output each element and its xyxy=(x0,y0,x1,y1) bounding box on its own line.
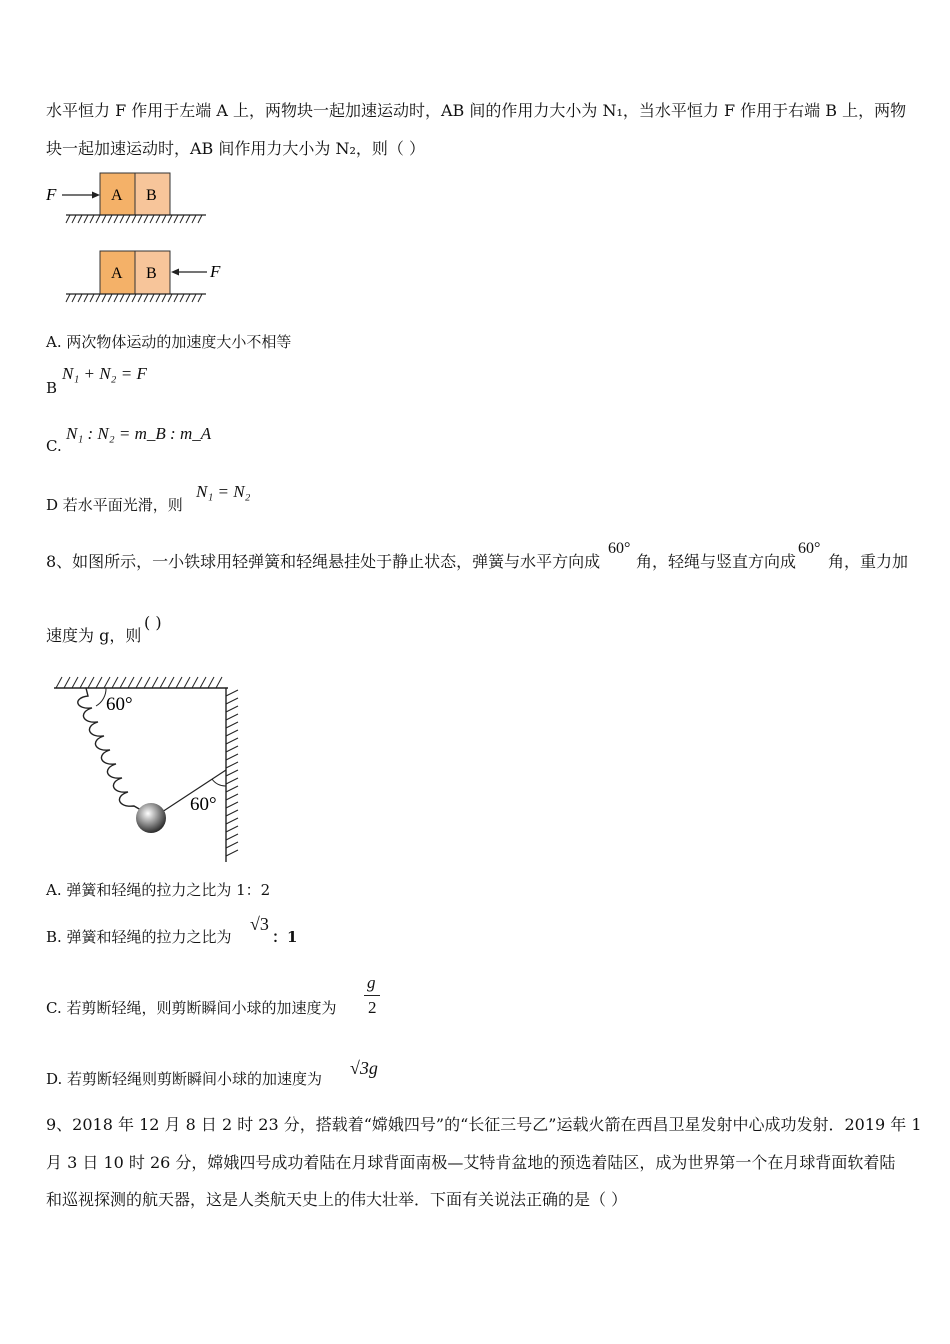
ground-hatch-top xyxy=(66,215,202,223)
q8-text-line1a: 8、如图所示，一小铁球用轻弹簧和轻绳悬挂处于静止状态，弹簧与水平方向成 xyxy=(46,552,601,571)
q7-option-b-prefix: B xyxy=(46,379,58,397)
q8-answer-paren: ( ) xyxy=(144,613,162,632)
fraction-bar xyxy=(364,995,380,996)
q8-angle1: 60° xyxy=(608,540,631,557)
q8-text-line2: 速度为 g，则 xyxy=(46,626,142,645)
q7-text-line1: 水平恒力 F 作用于左端 A 上，两物块一起加速运动时，AB 间的作用力大小为 N₁，当水平恒力 F 作用于右端 B 上，两物 xyxy=(46,101,907,120)
block-b-label-bottom: B xyxy=(146,265,157,282)
q9-text-line2: 月 3 日 10 时 26 分，嫦娥四号成功着陆在月球背面南极—艾特肯盆地的预选着陆区，成为世界第一个在月球背面软着陆 xyxy=(46,1153,896,1172)
q8-option-c-prefix: C. 若剪断轻绳，则剪断瞬间小球的加速度为 xyxy=(46,999,337,1017)
q7-option-d-prefix: D 若水平面光滑，则 xyxy=(46,496,183,514)
q8-option-b-suffix: ：1 xyxy=(272,928,298,946)
q9-text-line3: 和巡视探测的航天器，这是人类航天史上的伟大壮举．下面有关说法正确的是（ ） xyxy=(46,1190,628,1209)
spring-angle-label: 60° xyxy=(106,694,133,715)
ceiling-hatch xyxy=(56,677,222,688)
q8-option-d-prefix: D. 若剪断轻绳则剪断瞬间小球的加速度为 xyxy=(46,1070,323,1088)
q8-option-c-numerator: g xyxy=(367,973,376,992)
force-label-top: F xyxy=(46,185,57,204)
q7-option-a: A. 两次物体运动的加速度大小不相等 xyxy=(46,333,292,351)
q8-option-b-prefix: B. 弹簧和轻绳的拉力之比为 xyxy=(46,928,232,946)
q8-angle2: 60° xyxy=(798,540,821,557)
block-b-label-top: B xyxy=(146,187,157,204)
q7-figure-bottom xyxy=(66,251,221,302)
spring-angle-arc xyxy=(96,688,106,706)
iron-ball xyxy=(136,803,166,833)
q8-text-line1b: 角，轻绳与竖直方向成 xyxy=(636,552,797,571)
q8-option-b-math: √3 xyxy=(250,914,269,934)
q8-option-d-math: √3g xyxy=(350,1058,378,1078)
q7-option-c-prefix: C. xyxy=(46,437,62,455)
force-label-bottom: F xyxy=(210,262,221,281)
arrow-right-icon xyxy=(92,192,100,199)
block-a-label-bottom: A xyxy=(111,265,123,282)
block-a-label-top: A xyxy=(111,187,123,204)
wall-hatch xyxy=(226,690,238,856)
q8-text-line1c: 角，重力加 xyxy=(828,552,909,571)
q8-option-a: A. 弹簧和轻绳的拉力之比为 1：2 xyxy=(46,881,271,899)
q7-option-d-math: N₁ = N₂ xyxy=(196,482,251,501)
q7-figure xyxy=(40,168,240,308)
q8-figure xyxy=(48,672,244,868)
q7-figure-top xyxy=(45,173,206,223)
q7-text-line2: 块一起加速运动时，AB 间作用力大小为 N₂，则（ ） xyxy=(46,139,425,158)
rope-angle-arc xyxy=(212,779,226,786)
q7-option-c-math: N₁ : N₂ = m_B : m_A xyxy=(66,424,212,443)
q9-text-line1: 9、2018 年 12 月 8 日 2 时 23 分，搭载着“嫦娥四号”的“长征三号乙”运载火箭在西昌卫星发射中心成功发射．2019 年 1 xyxy=(46,1115,922,1134)
q8-option-c-denominator: 2 xyxy=(368,998,377,1017)
rope-angle-label: 60° xyxy=(190,794,217,815)
q7-option-b-math: N₁ + N₂ = F xyxy=(62,364,147,383)
ground-hatch-bottom xyxy=(66,294,202,302)
